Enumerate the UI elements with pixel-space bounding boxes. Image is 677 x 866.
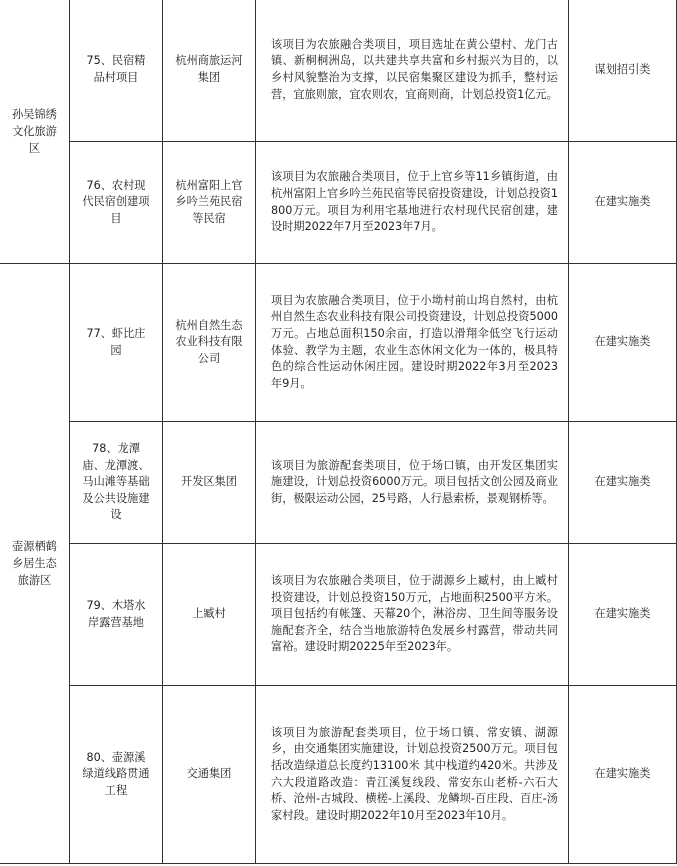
project-name: 80、壶源溪绿道线路贯通工程: [70, 686, 163, 864]
table-row: [0, 264, 677, 422]
project-name: 79、木塔水岸露营基地: [70, 544, 163, 686]
zone-name: 孙吴锦绣文化旅游区: [0, 0, 70, 264]
project-status: 谋划招引类: [569, 0, 677, 142]
project-name: 75、民宿精品村项目: [70, 0, 163, 142]
table-row: [0, 686, 677, 864]
table-row: [0, 142, 677, 264]
project-description: 项目为农旅融合类项目，位于小坳村前山坞自然村，由杭州自然生态农业科技有限公司投资建设，计划总投资5000万元。占地总面积150余亩，打造以滑翔伞低空飞行运动体验、教学为主题，农业生态休闲文化为一体的，极具特色的综合性运动休闲庄园。建设时期2022年3月至2023年9月。: [256, 264, 569, 422]
implementing-unit: 上臧村: [163, 544, 256, 686]
zone-name: 壶源栖鹤乡居生态旅游区: [0, 264, 70, 864]
project-description: 该项目为农旅融合类项目，位于上官乡等11乡镇街道，由杭州富阳上官乡吟兰苑民宿等民宿投资建设，计划总投资1800万元。项目为利用宅基地进行农村现代民宿创建，建设时期2022年7月至2023年7月。: [256, 142, 569, 264]
project-status: 在建实施类: [569, 544, 677, 686]
implementing-unit: 杭州富阳上官乡吟兰苑民宿等民宿: [163, 142, 256, 264]
project-description: 该项目为旅游配套类项目，位于场口镇，由开发区集团实施建设，计划总投资6000万元。项目包括文创公园及商业街，极限运动公园，25号路，人行悬索桥，景观钢桥等。: [256, 422, 569, 544]
project-status: 在建实施类: [569, 142, 677, 264]
table-row: [0, 544, 677, 686]
project-status: 在建实施类: [569, 264, 677, 422]
project-description: 该项目为农旅融合类项目，位于湖源乡上臧村，由上臧村投资建设，计划总投资150万元，占地面积2500平方米。项目包括约有帐篷、天幕20个，淋浴房、卫生间等服务设施配套齐全，结合当地旅游特色发展乡村露营，带动共同富裕。建设时期20225年至2023年。: [256, 544, 569, 686]
project-name: 76、农村现代民宿创建项目: [70, 142, 163, 264]
project-status: 在建实施类: [569, 422, 677, 544]
implementing-unit: 交通集团: [163, 686, 256, 864]
implementing-unit: 杭州自然生态农业科技有限公司: [163, 264, 256, 422]
implementing-unit: 杭州商旅运河集团: [163, 0, 256, 142]
project-name: 78、龙潭庙、龙潭渡、马山滩等基础及公共设施建设: [70, 422, 163, 544]
project-name: 77、虾比庄园: [70, 264, 163, 422]
table-row: [0, 422, 677, 544]
project-status: 在建实施类: [569, 686, 677, 864]
project-description: 该项目为农旅融合类项目，项目选址在黄公望村、龙门古镇、新桐桐洲岛，以共建共享共富和乡村振兴为目的，以乡村风貌整治为支撑，以民宿集聚区建设为抓手，整村运营，宜旅则旅，宜农则农，宜商则商，计划总投资1亿元。: [256, 0, 569, 142]
implementing-unit: 开发区集团: [163, 422, 256, 544]
project-description: 该项目为旅游配套类项目，位于场口镇、常安镇、湖源乡，由交通集团实施建设，计划总投资2500万元。项目包括改造绿道总长度约13100米 其中栈道约420米。共涉及六大段道路改造：青江溪复线段、常安东山老桥-六石大桥、沧州-古城段、横槎-上溪段、龙鳞坝-百庄段、百庄-汤家村段。建设时期2022年10月至2023年10月。: [256, 686, 569, 864]
table-row: [0, 0, 677, 142]
